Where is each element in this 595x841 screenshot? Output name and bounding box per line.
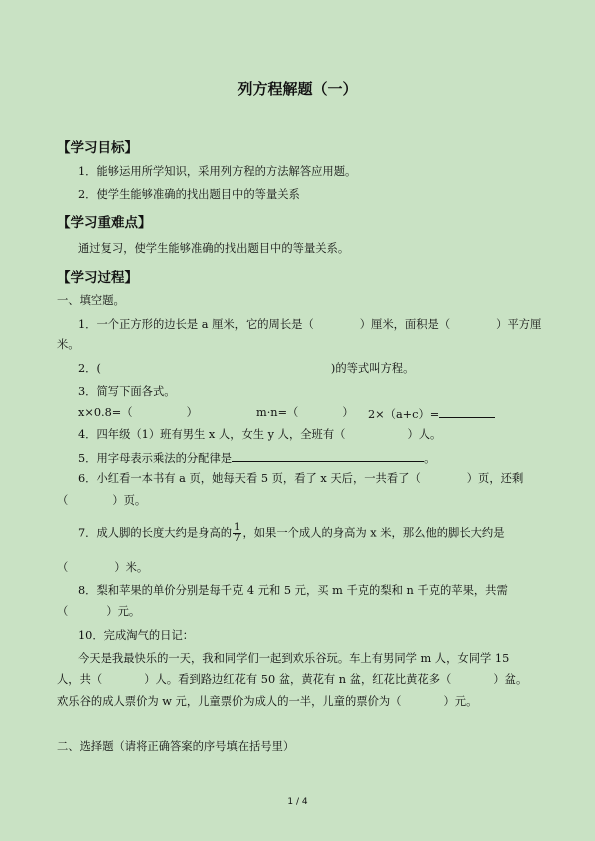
question-7-cont: （ ）米。 [57, 561, 149, 574]
part1-heading: 一、填空题。 [57, 294, 125, 307]
section-heading-key-points: 【学习重难点】 [57, 215, 152, 231]
question-3b: m·n=（ ） [256, 406, 354, 419]
fraction-one-seventh: $\frac{1}{7}$ [234, 522, 241, 544]
diary-line-1: 今天是我最快乐的一天，我和同学们一起到欢乐谷玩。车上有男同学 m 人，女同学 15 [78, 652, 510, 665]
question-7: 7．成人脚的长度大约是身高的 $\frac{1}{7}$ ，如果一个成人的身高为 x 米，那么他的脚长大约是 [78, 522, 505, 544]
question-3: 3．简写下面各式。 [78, 385, 176, 398]
section-heading-process: 【学习过程】 [57, 270, 138, 286]
diary-line-3: 欢乐谷的成人票价为 w 元，儿童票价为成人的一半，儿童的票价为（ ）元。 [57, 695, 478, 708]
question-3a: x×0.8=（ ） [78, 406, 198, 419]
question-10: 10．完成淘气的日记： [78, 629, 195, 642]
diary-line-2: 人，共（ ）人。看到路边红花有 50 盆，黄花有 n 盆，红花比黄花多（ ）盆。 [57, 673, 528, 686]
answer-line[interactable] [232, 450, 424, 462]
question-4: 4．四年级（1）班有男生 x 人，女生 y 人，全班有（ ）人。 [78, 428, 442, 441]
question-8-cont: （ ）元。 [57, 605, 141, 618]
goal-item: 1．能够运用所学知识，采用列方程的方法解答应用题。 [78, 165, 357, 178]
key-points-text: 通过复习，使学生能够准确的找出题目中的等量关系。 [78, 242, 350, 255]
question-5: 5．用字母表示乘法的分配律是 。 [78, 452, 436, 465]
question-1-cont: 米。 [57, 338, 80, 351]
question-6-cont: （ ）页。 [57, 494, 147, 507]
part2-heading: 二、选择题（请将正确答案的序号填在括号里） [57, 740, 295, 753]
question-3c: 2×（a+c）= [368, 406, 495, 422]
question-8: 8．梨和苹果的单价分别是每千克 4 元和 5 元，买 m 千克的梨和 n 千克的苹果，共需 [78, 584, 508, 597]
section-heading-goals: 【学习目标】 [57, 140, 138, 156]
answer-line[interactable] [439, 406, 495, 418]
goal-item: 2．使学生能够准确的找出题目中的等量关系 [78, 188, 300, 201]
question-1: 1．一个正方形的边长是 a 厘米，它的周长是（ ）厘米，面积是（ ）平方厘 [78, 318, 542, 331]
question-2: 2．( )的等式叫方程。 [78, 362, 415, 375]
page-title: 列方程解题（一） [237, 80, 358, 98]
question-6: 6．小红看一本书有 a 页，她每天看 5 页，看了 x 天后，一共看了（ ）页，还剩 [78, 472, 524, 485]
page-number: 1 / 4 [287, 797, 308, 807]
